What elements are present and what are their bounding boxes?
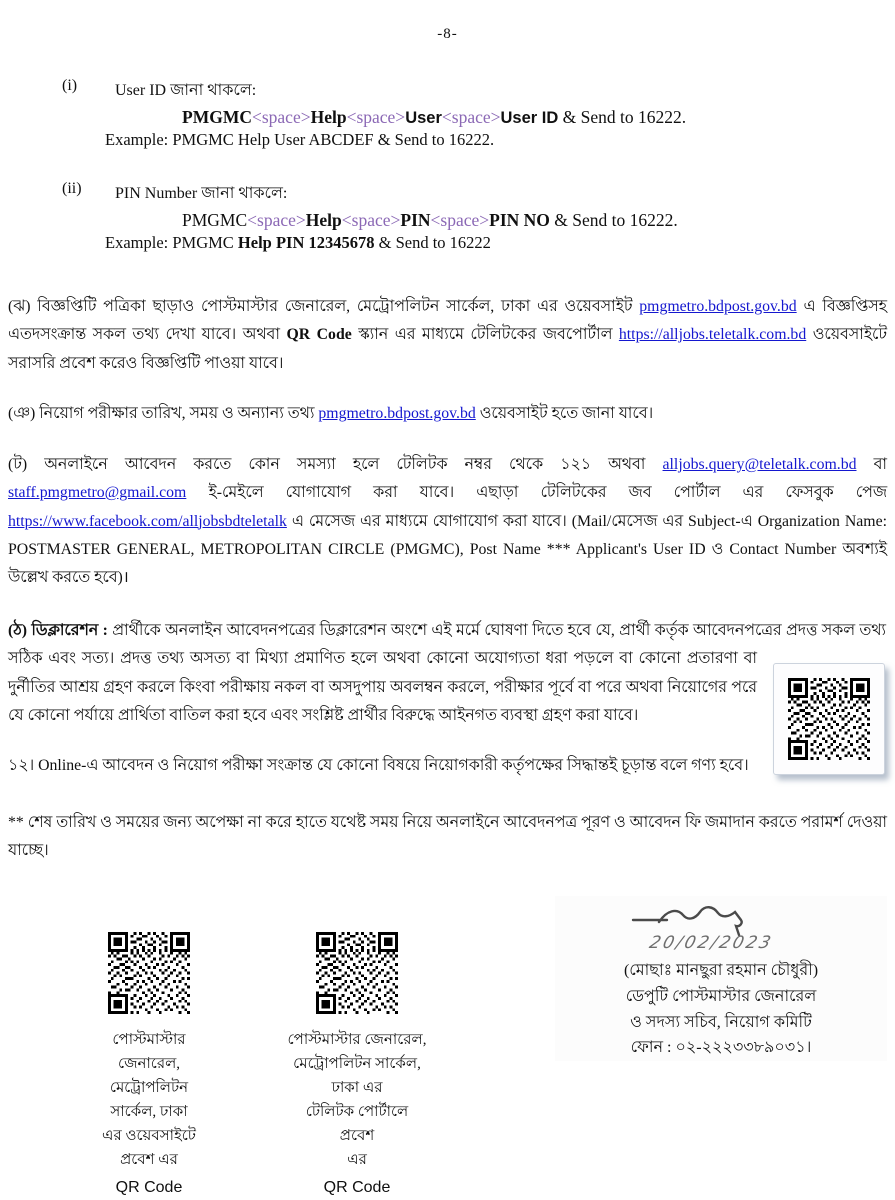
keyword: PMGMC	[182, 107, 252, 127]
example-text: & Send to 16222	[374, 233, 491, 252]
paragraph-12: ১২। Online-এ আবেদন ও নিয়োগ পরীক্ষা সংক্রান্ত যে কোনো বিষয়ে নিয়োগকারী কর্তৃপক্ষের সিদ্ধান্তই চূড়ান্ত বলে গণ্য হবে।	[8, 757, 749, 775]
space-token: <space>	[430, 210, 490, 230]
list-marker: (ii)	[62, 180, 82, 197]
send-instruction: & Send to 16222.	[549, 210, 678, 230]
paragraph-jha	[8, 293, 887, 378]
link-staff-pmgmetro-email[interactable]: staff.pmgmetro@gmail.com	[8, 484, 187, 502]
caption-line: টেলিটক পোর্টালে	[305, 1103, 409, 1120]
signatory-phone: ফোন : ০২-২২২৩৩৮৯০৩১।	[630, 1039, 812, 1057]
keyword: User ID	[500, 109, 559, 127]
body-text: এ বিজ্ঞপ্তিসহ এতদসংক্রান্ত সকল তথ্য দেখা যাবে। অথবা	[8, 298, 887, 344]
caption-line: মেট্রোপলিটন সার্কেল,	[293, 1055, 421, 1072]
space-token: <space>	[346, 107, 406, 127]
space-token: <space>	[341, 210, 401, 230]
space-token: <space>	[441, 107, 501, 127]
signature-block	[555, 896, 887, 1062]
caption-line: প্রবেশ এর	[120, 1151, 178, 1168]
body-text: ওয়েবসাইটে সরাসরি প্রবেশ করেও বিজ্ঞপ্তিটি পাওয়া যাবে।	[8, 326, 887, 372]
body-text: (ঞ) নিয়োগ পরীক্ষার তারিখ, সময় ও অন্যান্য তথ্য	[8, 405, 319, 423]
qr-code-label: QR Code	[115, 1178, 183, 1196]
keyword: Help	[305, 210, 342, 230]
caption-line: প্রবেশ	[339, 1127, 375, 1144]
body-text: বা	[856, 455, 888, 473]
keyword: PIN NO	[489, 210, 550, 230]
example-text: Example: PMGMC	[105, 233, 238, 252]
keyword: User	[405, 109, 442, 127]
body-text: ই-মেইলে যোগাযোগ করা যাবে। এছাড়া টেলিটকের জব পোর্টাল এর ফেসবুক পেজ	[186, 484, 887, 502]
keyword: PMGMC	[182, 210, 248, 230]
sms-help-title: User ID জানা থাকলে:	[115, 82, 257, 99]
keyword: Help	[310, 107, 347, 127]
caption-line: সার্কেল, ঢাকা	[110, 1103, 188, 1120]
paragraph-ta	[8, 451, 887, 593]
keyword: PIN	[400, 210, 431, 230]
caption-line: জেনারেল,	[117, 1055, 180, 1072]
signatory-name: (মোছাঃ মানছুরা রহমান চৌধুরী)	[623, 961, 819, 979]
sms-example-line	[105, 233, 887, 253]
body-text: (ঝ) বিজ্ঞপ্তিটি পত্রিকা ছাড়াও পোস্টমাস্টার জেনারেল, মেট্রোপলিটন সার্কেল, ঢাকা এর ওয়েবসাইট	[8, 298, 640, 315]
space-token: <space>	[247, 210, 306, 230]
sms-format-line	[182, 210, 887, 231]
signatory-title-2: ও সদস্য সচিব, নিয়োগ কমিটি	[630, 1013, 812, 1031]
body-text: ওয়েবসাইট হতে জানা যাবে।	[475, 405, 654, 423]
link-alljobs-teletalk[interactable]: https://alljobs.teletalk.com.bd	[618, 326, 807, 344]
note-stars: ** শেষ তারিখ ও সময়ের জন্য অপেক্ষা না করে হাতে যথেষ্ট সময় নিয়ে অনলাইনে আবেদনপত্র পূরণ ও আবেদন ফি জমাদান করতে পরামর্শ দেওয়া যাচ্ছে।	[8, 813, 887, 860]
float-spacer	[886, 617, 887, 663]
caption-line: ঢাকা এর	[331, 1079, 383, 1096]
qr-caption-website	[74, 1028, 224, 1200]
qr-code-website	[108, 932, 190, 1014]
sms-help-section	[62, 77, 887, 253]
send-instruction: & Send to 16222.	[558, 107, 687, 127]
qr-column-teletalk	[282, 896, 432, 1200]
sms-help-title: PIN Number জানা থাকলে:	[115, 185, 288, 202]
signatory-title-1: ডেপুটি পোস্টমাস্টার জেনারেল	[625, 987, 817, 1005]
link-facebook-alljobsbdteletalk[interactable]: https://www.facebook.com/alljobsbdteletalk	[8, 512, 287, 530]
link-pmgmetro-website[interactable]: pmgmetro.bdpost.gov.bd	[318, 405, 476, 423]
caption-line: মেট্রোপলিটন	[109, 1079, 189, 1096]
sms-help-item-pin	[62, 180, 887, 253]
paragraph-tha	[8, 617, 887, 731]
caption-line: এর	[347, 1151, 367, 1168]
caption-line: পোস্টমাস্টার	[112, 1031, 186, 1048]
sms-help-item-userid	[62, 77, 887, 150]
body-text: (ট) অনলাইনে আবেদন করতে কোন সমস্যা হলে টেলিটক নম্বর থেকে ১২১ অথবা	[8, 455, 663, 473]
qr-column-website	[74, 896, 224, 1200]
declaration-label: (ঠ) ডিক্লারেশন :	[8, 621, 108, 639]
caption-line: এর ওয়েবসাইটে	[102, 1127, 196, 1144]
sms-example-line: Example: PMGMC Help User ABCDEF & Send to 16222.	[105, 130, 495, 149]
qr-code-label: QR Code	[323, 1178, 391, 1196]
sms-format-line	[182, 107, 887, 128]
space-token: <space>	[251, 107, 311, 127]
bottom-section	[8, 896, 887, 1200]
link-pmgmetro-website[interactable]: pmgmetro.bdpost.gov.bd	[639, 298, 797, 315]
signature-date: 20/02/2023	[647, 932, 776, 953]
body-text: স্ক্যান এর মাধ্যমে টেলিটকের জবপোর্টাল	[351, 326, 619, 344]
list-marker: (i)	[62, 77, 78, 94]
signature-image	[615, 898, 825, 956]
body-text: এ মেসেজ এর মাধ্যমে যোগাযোগ করা যাবে। (Mail/মেসেজ এর Subject-এ Organization Name: POSTMASTER GENERAL, METROPOLITAN CIRCLE (PMGMC), Post Name *** Applicant's User ID ও Contact Number অবশ্যই উল্লেখ করতে হবে)।	[8, 512, 887, 587]
qr-code-teletalk	[316, 932, 398, 1014]
qr-box-framed	[773, 663, 885, 775]
caption-line: পোস্টমাস্টার জেনারেল,	[287, 1031, 427, 1048]
example-bold: Help PIN 12345678	[237, 233, 375, 252]
declaration-section	[8, 617, 887, 866]
link-alljobs-query-email[interactable]: alljobs.query@teletalk.com.bd	[662, 455, 857, 473]
body-text: প্রার্থীকে অনলাইন আবেদনপত্রের ডিক্লারেশন অংশে এই মর্মে ঘোষণা দিতে হবে যে, প্রার্থী কর্তৃক আবেদনপত্রের প্রদত্ত সকল তথ্য সঠিক এবং সত্য। প্রদত্ত তথ্য অসত্য বা মিথ্যা প্রমাণিত হলে অথবা কোনো অযোগ্যতা ধরা পড়লে বা কোনো প্রতারণা বা দুর্নীতির আশ্রয় গ্রহণ করলে কিংবা পরীক্ষায় নকল বা অসদুপায় অবলম্বন করলে, পরীক্ষার পূর্বে বা পরে অথবা নিয়োগের পরে যে কোনো পর্যায়ে প্রার্থিতা বাতিল করা হবে এবং সংশ্লিষ্ট প্রার্থীর বিরুদ্ধে আইনগত ব্যবস্থা গ্রহণ করা যাবে।	[8, 621, 887, 725]
qr-code-image	[788, 678, 870, 760]
qr-code-mention: QR Code	[286, 326, 352, 344]
qr-caption-teletalk	[282, 1028, 432, 1200]
page-number: -8-	[437, 26, 458, 42]
paragraph-nyo	[8, 400, 887, 428]
